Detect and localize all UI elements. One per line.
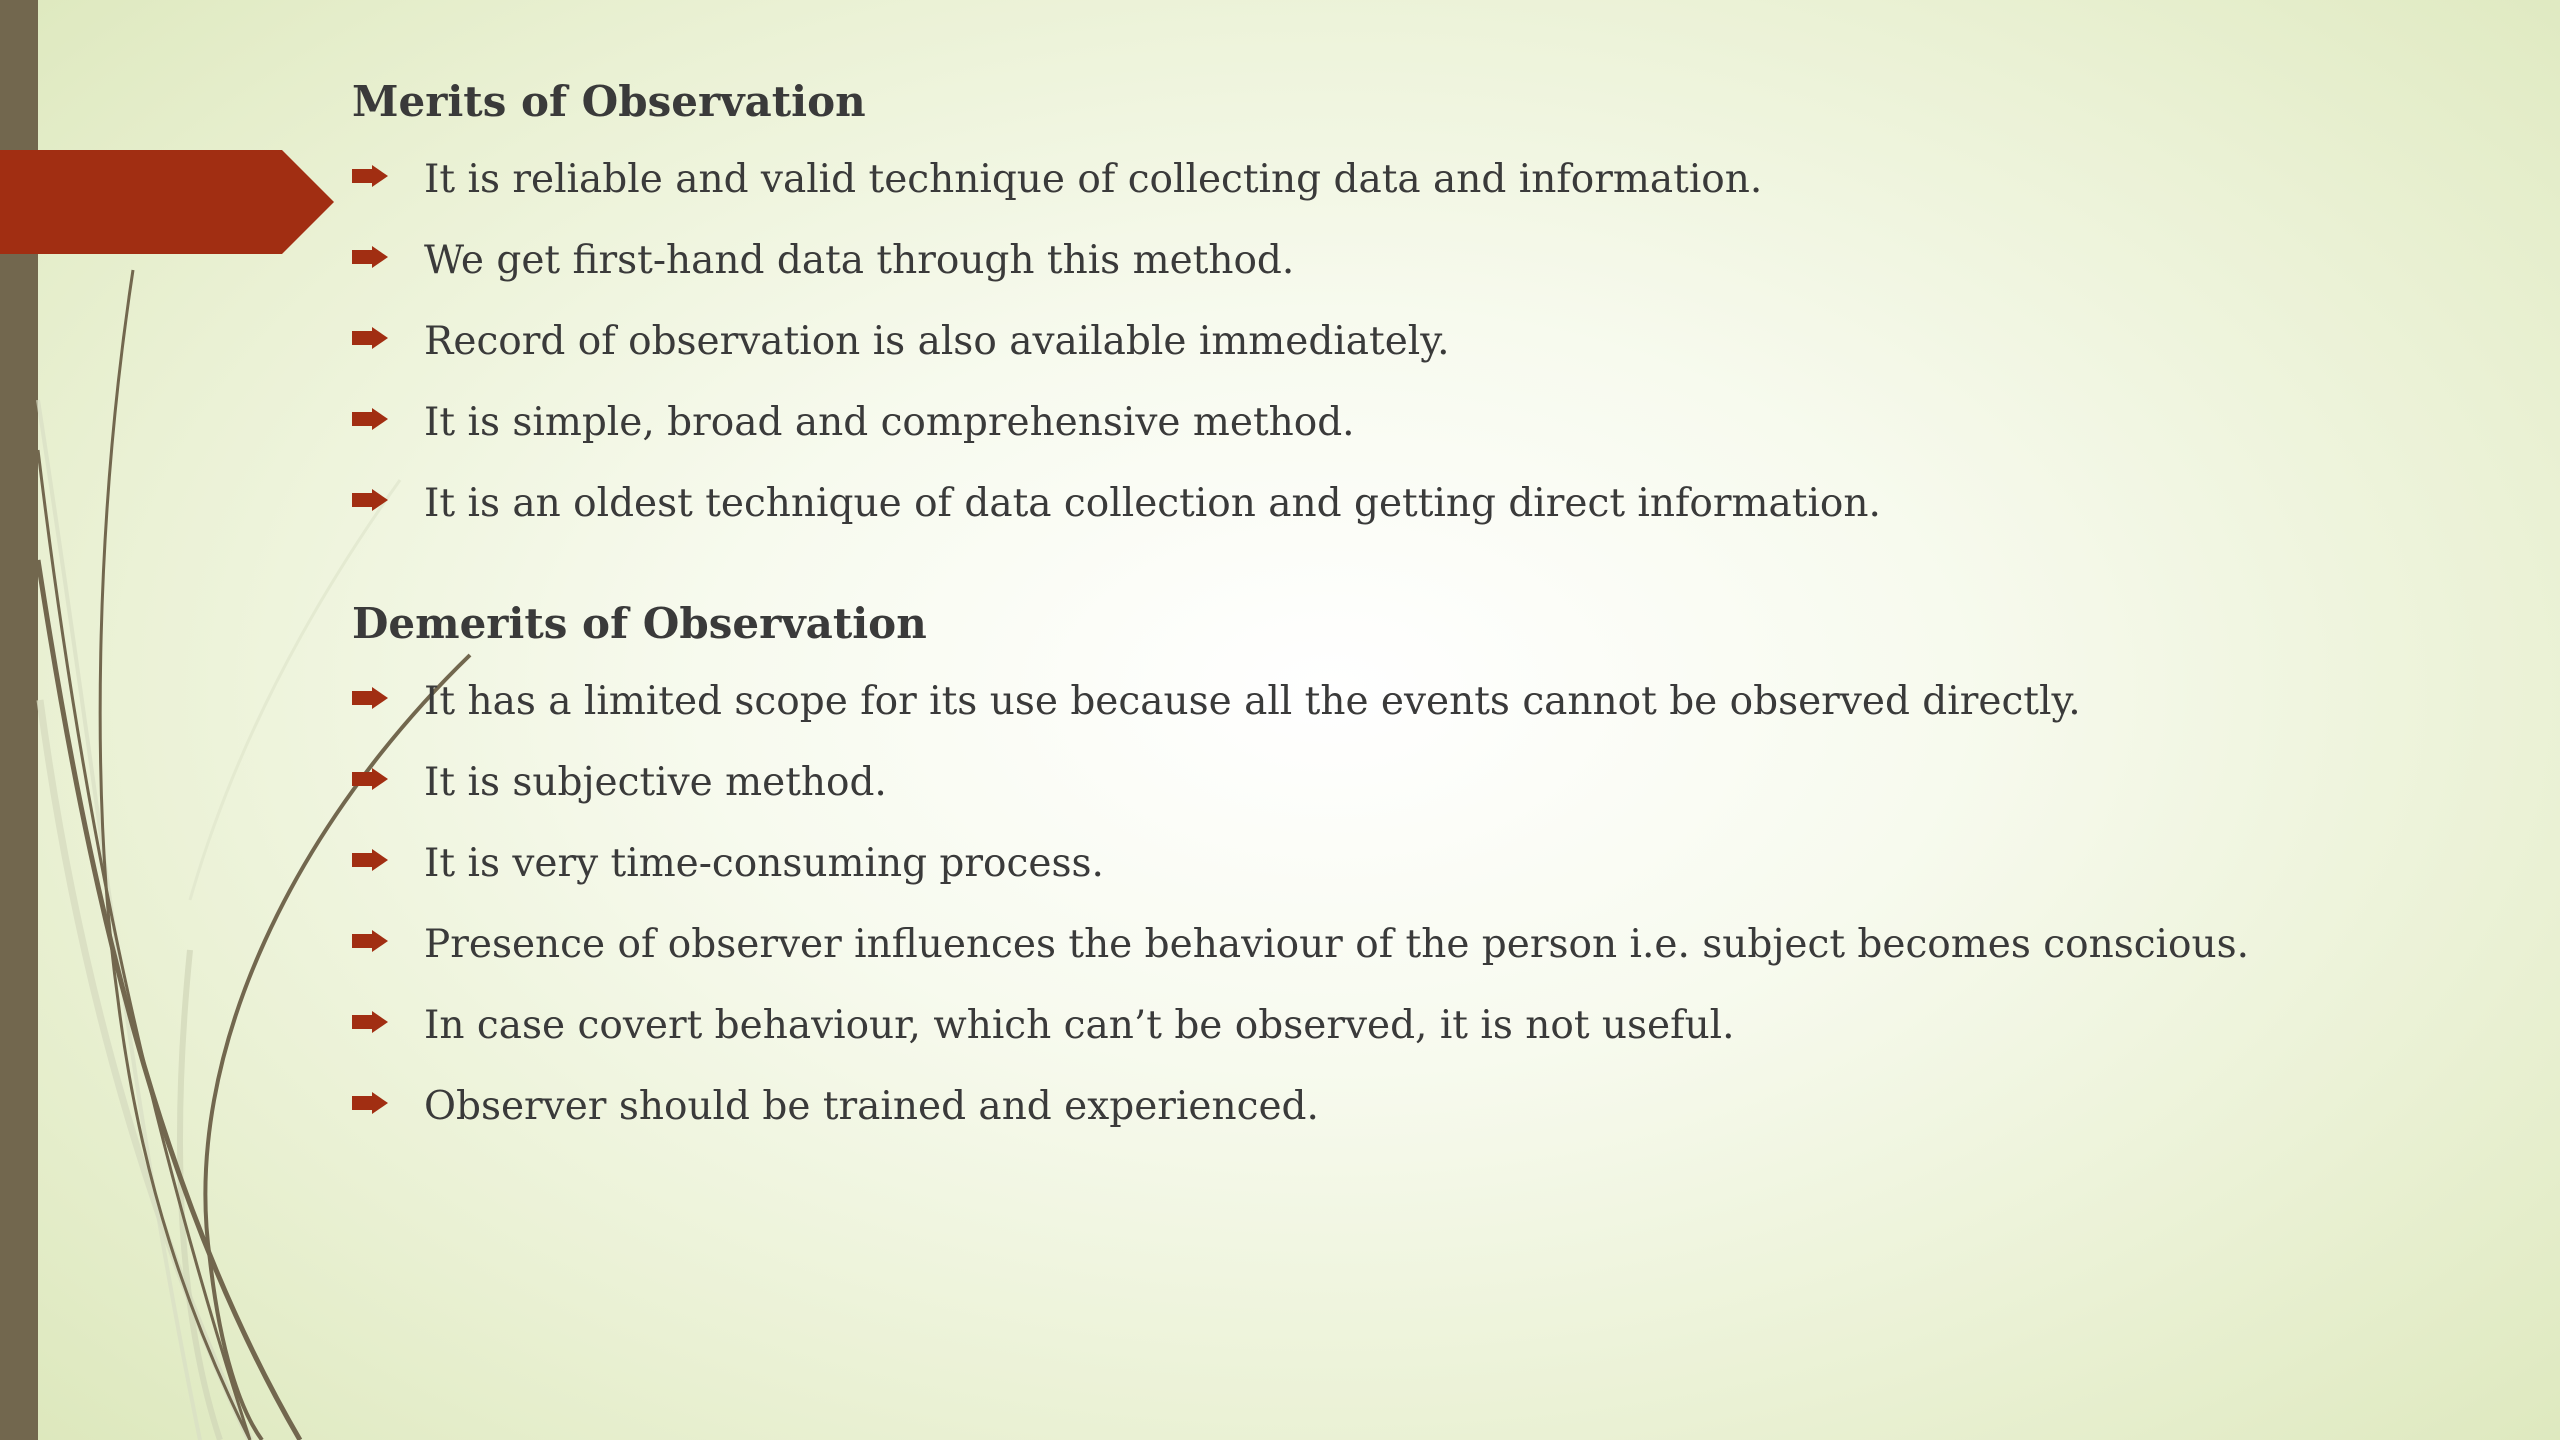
title-banner-arrow bbox=[0, 150, 334, 254]
list-item bbox=[352, 753, 2452, 813]
list-item-text: It is simple, broad and comprehensive method. bbox=[424, 400, 1355, 445]
list-item-text: Presence of observer influences the behaviour of the person i.e. subject becomes conscious. bbox=[424, 922, 2250, 967]
list-item bbox=[352, 1077, 2452, 1137]
demerits-list bbox=[352, 672, 2452, 1137]
demerits-section bbox=[352, 594, 2452, 1137]
list-item-text: Record of observation is also available immediately. bbox=[424, 319, 1450, 364]
arrow-bullet-icon bbox=[352, 768, 388, 790]
list-item bbox=[352, 996, 2452, 1056]
list-item bbox=[352, 231, 2452, 291]
merits-title: Merits of Observation bbox=[352, 77, 866, 126]
arrow-bullet-icon bbox=[352, 327, 388, 349]
merits-section bbox=[352, 72, 2452, 534]
slide-content bbox=[352, 72, 2452, 1158]
left-accent-bar bbox=[0, 0, 38, 1440]
list-item-text: We get first-hand data through this method. bbox=[424, 238, 1295, 283]
arrow-bullet-icon bbox=[352, 165, 388, 187]
list-item-text: Observer should be trained and experienced. bbox=[424, 1084, 1319, 1129]
list-item-text: In case covert behaviour, which can’t be observed, it is not useful. bbox=[424, 1003, 1735, 1048]
list-item bbox=[352, 312, 2452, 372]
arrow-bullet-icon bbox=[352, 489, 388, 511]
list-item bbox=[352, 834, 2452, 894]
arrow-bullet-icon bbox=[352, 930, 388, 952]
demerits-title: Demerits of Observation bbox=[352, 599, 927, 648]
merits-list bbox=[352, 150, 2452, 534]
list-item-text: It is reliable and valid technique of collecting data and information. bbox=[424, 157, 1763, 202]
arrow-bullet-icon bbox=[352, 687, 388, 709]
arrow-bullet-icon bbox=[352, 1092, 388, 1114]
list-item-text: It is very time-consuming process. bbox=[424, 841, 1104, 886]
list-item-text: It is an oldest technique of data collection and getting direct information. bbox=[424, 481, 1881, 526]
list-item bbox=[352, 393, 2452, 453]
list-item bbox=[352, 150, 2452, 210]
list-item bbox=[352, 672, 2452, 732]
arrow-bullet-icon bbox=[352, 849, 388, 871]
arrow-bullet-icon bbox=[352, 246, 388, 268]
list-item bbox=[352, 915, 2452, 975]
list-item-text: It is subjective method. bbox=[424, 760, 887, 805]
arrow-bullet-icon bbox=[352, 1011, 388, 1033]
list-item bbox=[352, 474, 2452, 534]
list-item-text: It has a limited scope for its use because all the events cannot be observed directly. bbox=[424, 679, 2081, 724]
arrow-bullet-icon bbox=[352, 408, 388, 430]
